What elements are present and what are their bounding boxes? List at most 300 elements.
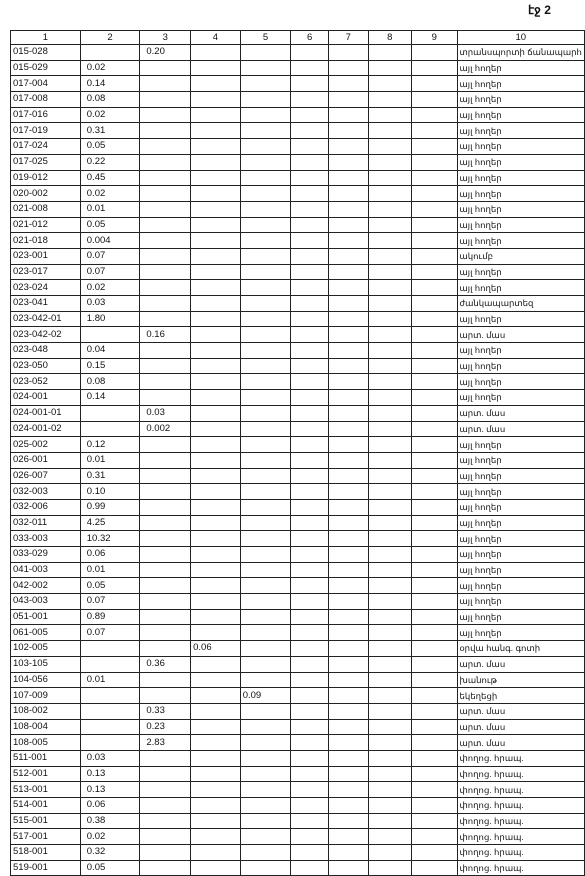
empty-cell xyxy=(291,280,329,296)
empty-cell xyxy=(412,641,457,657)
empty-cell xyxy=(291,343,329,359)
cell-col-4 xyxy=(191,860,241,876)
table-row xyxy=(11,374,585,390)
cell-col-4 xyxy=(191,264,241,280)
cell-col-5 xyxy=(240,390,291,406)
cell-col-4 xyxy=(191,280,241,296)
cell-col-1: 041-003 xyxy=(11,562,81,578)
empty-cell xyxy=(412,343,457,359)
cell-col-2: 0.07 xyxy=(80,264,140,280)
cell-col-3 xyxy=(140,233,191,249)
table-row xyxy=(11,499,585,515)
cell-col-2: 0.13 xyxy=(80,782,140,798)
empty-cell xyxy=(368,798,412,814)
cell-col-1: 108-002 xyxy=(11,703,81,719)
cell-col-3 xyxy=(140,594,191,610)
cell-col-2: 0.13 xyxy=(80,766,140,782)
cell-col-1: 061-005 xyxy=(11,625,81,641)
cell-col-3 xyxy=(140,437,191,453)
cell-col-1: 020-002 xyxy=(11,186,81,202)
cell-col-10: փողոց. հրապ. xyxy=(457,829,585,845)
cell-col-5 xyxy=(240,358,291,374)
cell-col-1: 024-001-01 xyxy=(11,405,81,421)
table-row xyxy=(11,452,585,468)
cell-col-10: այլ հողեր xyxy=(457,594,585,610)
empty-cell xyxy=(412,703,457,719)
empty-cell xyxy=(368,186,412,202)
cell-col-5 xyxy=(240,248,291,264)
cell-col-2: 0.05 xyxy=(80,139,140,155)
cell-col-2: 0.31 xyxy=(80,468,140,484)
cell-col-3 xyxy=(140,186,191,202)
cell-col-1: 103-105 xyxy=(11,656,81,672)
cell-col-3 xyxy=(140,264,191,280)
column-header: 3 xyxy=(140,31,191,45)
cell-col-10: փողոց. հրապ. xyxy=(457,782,585,798)
empty-cell xyxy=(412,813,457,829)
empty-cell xyxy=(291,562,329,578)
empty-cell xyxy=(412,60,457,76)
cell-col-3 xyxy=(140,845,191,861)
cell-col-1: 023-001 xyxy=(11,248,81,264)
empty-cell xyxy=(368,688,412,704)
cell-col-4 xyxy=(191,562,241,578)
cell-col-4 xyxy=(191,233,241,249)
cell-col-3 xyxy=(140,76,191,92)
cell-col-5 xyxy=(240,437,291,453)
table-row xyxy=(11,201,585,217)
empty-cell xyxy=(291,123,329,139)
cell-col-4: 0.06 xyxy=(191,641,241,657)
empty-cell xyxy=(291,452,329,468)
cell-col-10: արտ. մաս xyxy=(457,703,585,719)
cell-col-2: 0.01 xyxy=(80,562,140,578)
empty-cell xyxy=(328,358,368,374)
cell-col-1: 513-001 xyxy=(11,782,81,798)
cell-col-5 xyxy=(240,374,291,390)
empty-cell xyxy=(328,76,368,92)
table-row xyxy=(11,672,585,688)
cell-col-10: արտ. մաս xyxy=(457,656,585,672)
cell-col-10: օրվա հանգ. գոտի xyxy=(457,641,585,657)
cell-col-3 xyxy=(140,154,191,170)
cell-col-2 xyxy=(80,327,140,343)
empty-cell xyxy=(291,107,329,123)
empty-cell xyxy=(412,656,457,672)
cell-col-2: 0.38 xyxy=(80,813,140,829)
empty-cell xyxy=(368,343,412,359)
cell-col-3 xyxy=(140,484,191,500)
cell-col-4 xyxy=(191,845,241,861)
cell-col-10: արտ. մաս xyxy=(457,735,585,751)
cell-col-10: այլ հողեր xyxy=(457,280,585,296)
cell-col-10: փողոց. հրապ. xyxy=(457,750,585,766)
cell-col-3 xyxy=(140,547,191,563)
table-row xyxy=(11,484,585,500)
empty-cell xyxy=(412,672,457,688)
empty-cell xyxy=(328,233,368,249)
empty-cell xyxy=(328,829,368,845)
cell-col-4 xyxy=(191,547,241,563)
cell-col-10: այլ հողեր xyxy=(457,170,585,186)
cell-col-10: ակումբ xyxy=(457,248,585,264)
cell-col-1: 024-001-02 xyxy=(11,421,81,437)
cell-col-4 xyxy=(191,45,241,61)
cell-col-4 xyxy=(191,217,241,233)
empty-cell xyxy=(368,672,412,688)
cell-col-5 xyxy=(240,60,291,76)
cell-col-4 xyxy=(191,766,241,782)
table-row xyxy=(11,782,585,798)
table-row xyxy=(11,45,585,61)
empty-cell xyxy=(368,750,412,766)
table-row xyxy=(11,311,585,327)
cell-col-2: 1.80 xyxy=(80,311,140,327)
cell-col-10: այլ հողեր xyxy=(457,123,585,139)
empty-cell xyxy=(328,578,368,594)
cell-col-4 xyxy=(191,107,241,123)
cell-col-5 xyxy=(240,154,291,170)
cell-col-1: 108-005 xyxy=(11,735,81,751)
cell-col-5 xyxy=(240,233,291,249)
cell-col-2: 0.89 xyxy=(80,609,140,625)
cell-col-2: 0.02 xyxy=(80,186,140,202)
empty-cell xyxy=(368,264,412,280)
cell-col-5 xyxy=(240,107,291,123)
cell-col-4 xyxy=(191,296,241,312)
cell-col-1: 025-002 xyxy=(11,437,81,453)
empty-cell xyxy=(328,609,368,625)
cell-col-4 xyxy=(191,468,241,484)
table-row xyxy=(11,515,585,531)
table-row xyxy=(11,92,585,108)
cell-col-3: 0.33 xyxy=(140,703,191,719)
cell-col-2: 0.10 xyxy=(80,484,140,500)
cell-col-5 xyxy=(240,719,291,735)
empty-cell xyxy=(291,201,329,217)
empty-cell xyxy=(368,233,412,249)
empty-cell xyxy=(412,735,457,751)
cell-col-10: արտ. մաս xyxy=(457,327,585,343)
cell-col-3 xyxy=(140,60,191,76)
cell-col-5 xyxy=(240,405,291,421)
cell-col-1: 517-001 xyxy=(11,829,81,845)
cell-col-10: ժանկապարտեզ xyxy=(457,296,585,312)
table-row xyxy=(11,829,585,845)
cell-col-4 xyxy=(191,656,241,672)
empty-cell xyxy=(412,76,457,92)
empty-cell xyxy=(291,594,329,610)
cell-col-4 xyxy=(191,60,241,76)
cell-col-5 xyxy=(240,813,291,829)
empty-cell xyxy=(328,437,368,453)
cell-col-4 xyxy=(191,452,241,468)
table-row xyxy=(11,327,585,343)
table-row xyxy=(11,60,585,76)
empty-cell xyxy=(328,405,368,421)
column-header: 7 xyxy=(328,31,368,45)
cell-col-3 xyxy=(140,452,191,468)
empty-cell xyxy=(328,703,368,719)
cell-col-10: այլ հողեր xyxy=(457,107,585,123)
cell-col-5 xyxy=(240,92,291,108)
empty-cell xyxy=(291,358,329,374)
cell-col-1: 017-008 xyxy=(11,92,81,108)
cell-col-1: 019-012 xyxy=(11,170,81,186)
cell-col-5 xyxy=(240,594,291,610)
cell-col-4 xyxy=(191,186,241,202)
table-row xyxy=(11,750,585,766)
empty-cell xyxy=(328,672,368,688)
cell-col-10: այլ հողեր xyxy=(457,390,585,406)
empty-cell xyxy=(412,374,457,390)
cell-col-4 xyxy=(191,248,241,264)
cell-col-10: եկեղեցի xyxy=(457,688,585,704)
empty-cell xyxy=(412,719,457,735)
empty-cell xyxy=(368,562,412,578)
cell-col-10: այլ հողեր xyxy=(457,562,585,578)
cell-col-1: 023-050 xyxy=(11,358,81,374)
cell-col-2: 0.02 xyxy=(80,107,140,123)
cell-col-2: 0.03 xyxy=(80,296,140,312)
table-row xyxy=(11,813,585,829)
cell-col-5 xyxy=(240,484,291,500)
empty-cell xyxy=(328,860,368,876)
cell-col-2: 0.07 xyxy=(80,625,140,641)
cell-col-5 xyxy=(240,703,291,719)
cell-col-1: 021-012 xyxy=(11,217,81,233)
cell-col-5 xyxy=(240,45,291,61)
cell-col-3: 0.03 xyxy=(140,405,191,421)
cell-col-1: 042-002 xyxy=(11,578,81,594)
empty-cell xyxy=(291,327,329,343)
empty-cell xyxy=(368,170,412,186)
table-row xyxy=(11,217,585,233)
empty-cell xyxy=(412,45,457,61)
cell-col-10: փողոց. հրապ. xyxy=(457,766,585,782)
empty-cell xyxy=(328,468,368,484)
cell-col-10: այլ հողեր xyxy=(457,515,585,531)
cell-col-4 xyxy=(191,594,241,610)
empty-cell xyxy=(291,625,329,641)
empty-cell xyxy=(412,484,457,500)
cell-col-3 xyxy=(140,217,191,233)
cell-col-5 xyxy=(240,327,291,343)
cell-col-5 xyxy=(240,531,291,547)
empty-cell xyxy=(368,358,412,374)
cell-col-1: 015-029 xyxy=(11,60,81,76)
cell-col-5 xyxy=(240,296,291,312)
cell-col-10: փողոց. հրապ. xyxy=(457,845,585,861)
empty-cell xyxy=(291,139,329,155)
empty-cell xyxy=(412,296,457,312)
empty-cell xyxy=(412,390,457,406)
cell-col-2 xyxy=(80,405,140,421)
cell-col-4 xyxy=(191,139,241,155)
table-row xyxy=(11,139,585,155)
empty-cell xyxy=(368,280,412,296)
cell-col-10: արտ. մաս xyxy=(457,719,585,735)
cell-col-2: 0.45 xyxy=(80,170,140,186)
empty-cell xyxy=(328,845,368,861)
empty-cell xyxy=(291,798,329,814)
empty-cell xyxy=(328,766,368,782)
cell-col-4 xyxy=(191,390,241,406)
table-row xyxy=(11,641,585,657)
cell-col-4 xyxy=(191,201,241,217)
cell-col-3 xyxy=(140,499,191,515)
cell-col-2 xyxy=(80,641,140,657)
empty-cell xyxy=(412,625,457,641)
empty-cell xyxy=(291,421,329,437)
cell-col-10: այլ հողեր xyxy=(457,92,585,108)
empty-cell xyxy=(368,452,412,468)
cell-col-2 xyxy=(80,45,140,61)
cell-col-5 xyxy=(240,735,291,751)
cell-col-3 xyxy=(140,390,191,406)
cell-col-3 xyxy=(140,92,191,108)
table-row xyxy=(11,390,585,406)
cell-col-5 xyxy=(240,829,291,845)
empty-cell xyxy=(368,782,412,798)
empty-cell xyxy=(328,154,368,170)
empty-cell xyxy=(328,735,368,751)
cell-col-1: 015-028 xyxy=(11,45,81,61)
cell-col-5 xyxy=(240,201,291,217)
cell-col-2: 0.06 xyxy=(80,798,140,814)
empty-cell xyxy=(328,60,368,76)
cell-col-2: 0.22 xyxy=(80,154,140,170)
empty-cell xyxy=(291,672,329,688)
empty-cell xyxy=(368,405,412,421)
empty-cell xyxy=(291,845,329,861)
cell-col-10: այլ հողեր xyxy=(457,217,585,233)
cell-col-3 xyxy=(140,782,191,798)
empty-cell xyxy=(291,186,329,202)
table-row xyxy=(11,703,585,719)
table-row xyxy=(11,594,585,610)
cell-col-10: այլ հողեր xyxy=(457,311,585,327)
cell-col-2: 0.004 xyxy=(80,233,140,249)
cell-col-4 xyxy=(191,421,241,437)
cell-col-4 xyxy=(191,672,241,688)
cell-col-10: այլ հողեր xyxy=(457,547,585,563)
empty-cell xyxy=(368,390,412,406)
empty-cell xyxy=(368,327,412,343)
cell-col-10: այլ հողեր xyxy=(457,233,585,249)
cell-col-1: 102-005 xyxy=(11,641,81,657)
empty-cell xyxy=(412,547,457,563)
empty-cell xyxy=(291,170,329,186)
empty-cell xyxy=(328,139,368,155)
empty-cell xyxy=(291,468,329,484)
empty-cell xyxy=(368,719,412,735)
cell-col-10: այլ հողեր xyxy=(457,358,585,374)
cell-col-10: այլ հողեր xyxy=(457,578,585,594)
cell-col-2: 0.01 xyxy=(80,672,140,688)
cell-col-1: 023-024 xyxy=(11,280,81,296)
empty-cell xyxy=(412,107,457,123)
cell-col-10: այլ հողեր xyxy=(457,437,585,453)
land-parcel-table xyxy=(10,30,585,876)
cell-col-3 xyxy=(140,248,191,264)
table-row xyxy=(11,170,585,186)
cell-col-3: 0.20 xyxy=(140,45,191,61)
column-header: 2 xyxy=(80,31,140,45)
empty-cell xyxy=(368,609,412,625)
empty-cell xyxy=(368,860,412,876)
cell-col-3 xyxy=(140,343,191,359)
cell-col-3 xyxy=(140,531,191,547)
cell-col-2 xyxy=(80,656,140,672)
cell-col-2: 0.08 xyxy=(80,92,140,108)
cell-col-3 xyxy=(140,107,191,123)
cell-col-10: այլ հողեր xyxy=(457,374,585,390)
cell-col-4 xyxy=(191,609,241,625)
table-row xyxy=(11,358,585,374)
cell-col-3 xyxy=(140,750,191,766)
cell-col-2: 0.05 xyxy=(80,217,140,233)
cell-col-4 xyxy=(191,154,241,170)
cell-col-1: 023-052 xyxy=(11,374,81,390)
table-row xyxy=(11,123,585,139)
empty-cell xyxy=(291,264,329,280)
cell-col-10: այլ հողեր xyxy=(457,60,585,76)
cell-col-4 xyxy=(191,92,241,108)
cell-col-2 xyxy=(80,735,140,751)
cell-col-3 xyxy=(140,688,191,704)
empty-cell xyxy=(291,76,329,92)
cell-col-4 xyxy=(191,123,241,139)
empty-cell xyxy=(368,60,412,76)
cell-col-2 xyxy=(80,688,140,704)
cell-col-3 xyxy=(140,468,191,484)
cell-col-3 xyxy=(140,358,191,374)
empty-cell xyxy=(412,578,457,594)
cell-col-2: 0.02 xyxy=(80,60,140,76)
empty-cell xyxy=(291,531,329,547)
cell-col-1: 017-004 xyxy=(11,76,81,92)
cell-col-10: արտ. մաս xyxy=(457,405,585,421)
empty-cell xyxy=(328,296,368,312)
empty-cell xyxy=(328,813,368,829)
cell-col-5 xyxy=(240,186,291,202)
cell-col-5 xyxy=(240,76,291,92)
cell-col-10: այլ հողեր xyxy=(457,484,585,500)
cell-col-4 xyxy=(191,170,241,186)
table-row xyxy=(11,547,585,563)
empty-cell xyxy=(328,421,368,437)
cell-col-3: 0.36 xyxy=(140,656,191,672)
empty-cell xyxy=(412,405,457,421)
cell-col-1: 021-018 xyxy=(11,233,81,249)
cell-col-3 xyxy=(140,766,191,782)
cell-col-3: 0.002 xyxy=(140,421,191,437)
table-row xyxy=(11,625,585,641)
empty-cell xyxy=(412,845,457,861)
empty-cell xyxy=(368,515,412,531)
empty-cell xyxy=(328,798,368,814)
table-row xyxy=(11,562,585,578)
cell-col-1: 519-001 xyxy=(11,860,81,876)
column-header: 10 xyxy=(457,31,585,45)
cell-col-5 xyxy=(240,547,291,563)
cell-col-2: 0.07 xyxy=(80,594,140,610)
table-row xyxy=(11,798,585,814)
empty-cell xyxy=(412,264,457,280)
cell-col-2 xyxy=(80,421,140,437)
empty-cell xyxy=(368,45,412,61)
